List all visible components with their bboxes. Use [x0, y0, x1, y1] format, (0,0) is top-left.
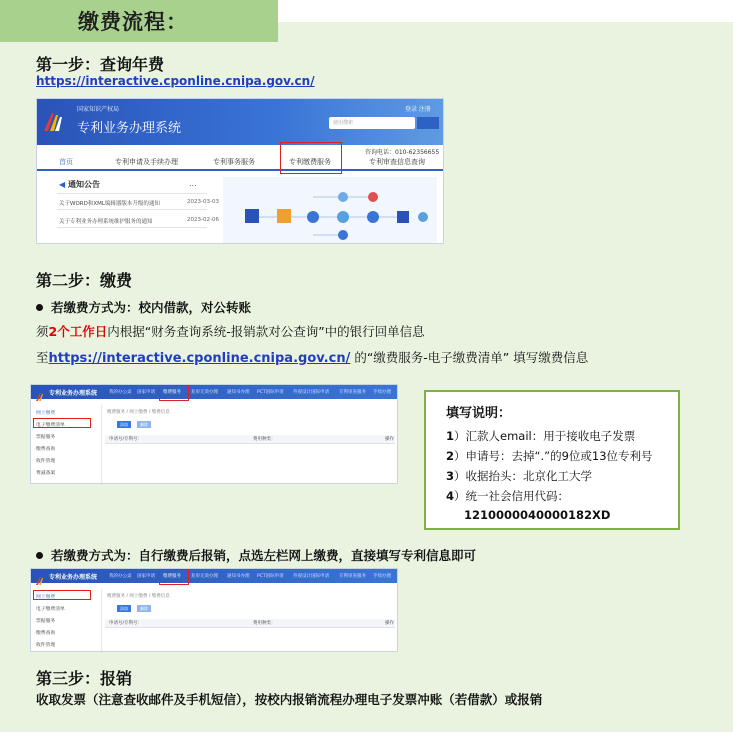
section-title: 缴费流程： — [78, 10, 188, 34]
note-item: 1）汇款人email：用于接收电子发票 — [446, 429, 636, 443]
note-item: 4）统一社会信用代码： — [446, 489, 570, 503]
col-ops: 操作 — [385, 437, 394, 442]
notice-item[interactable]: 关于WORD和XML编辑器版本升级的通知 — [59, 201, 160, 207]
col-app-no: 申请号/专利号： — [109, 621, 143, 626]
nav-item[interactable]: 手续办理 — [373, 574, 391, 579]
sidebar-item-query[interactable]: 缴费查询 — [36, 631, 56, 636]
cnipa-logo-icon — [35, 387, 45, 397]
divider — [57, 193, 207, 194]
nav-item[interactable]: 我的办公桌 — [109, 574, 132, 579]
credit-code: 1210000040000182XD — [464, 508, 611, 522]
nav-item[interactable]: 通知书办理 — [227, 574, 250, 579]
nav-item[interactable]: 复审无效办理 — [191, 574, 218, 579]
notice-title: ◀ 通知公告 — [59, 180, 100, 189]
system-name: 专利业务办理系统 — [77, 121, 182, 136]
nav-item[interactable]: PCT国际申请 — [257, 574, 284, 579]
col-ops: 操作 — [385, 621, 394, 626]
fee-service-highlight — [159, 385, 189, 401]
fee-service-highlight — [280, 142, 342, 174]
delete-button[interactable]: 删除 — [137, 605, 151, 612]
breadcrumb: 缴费服务 / 网上缴费 / 缴费信息 — [107, 594, 170, 599]
nav-fee-service[interactable]: 专利缴费服务 — [289, 158, 331, 166]
note-item: 2）申请号：去掉“.”的9位或13位专利号 — [446, 449, 653, 463]
flow-diagram-thumbnail — [223, 177, 437, 243]
nav-application[interactable]: 专利申请及手续办理 — [115, 158, 178, 166]
notice-item[interactable]: 关于专利业务办理系统维护服务的通知 — [59, 219, 153, 225]
sidebar-item-online-pay[interactable]: 网上缴费 — [36, 595, 56, 600]
instruction-line2: 至https://interactive.cponline.cnipa.gov.cn/ 的“缴费服务-电子缴费清单” 填写缴费信息 — [36, 350, 589, 366]
breadcrumb: 缴费服务 / 网上缴费 / 缴费信息 — [107, 410, 170, 415]
table-header — [105, 435, 395, 444]
nav-item[interactable]: 国家申请 — [137, 574, 155, 579]
divider — [57, 227, 207, 228]
step1-link[interactable]: https://interactive.cponline.cnipa.gov.cn/ — [36, 74, 315, 88]
section-header — [0, 0, 278, 42]
flowchart-graphic — [223, 177, 437, 243]
nav-item[interactable]: 我的办公桌 — [109, 390, 132, 395]
fill-instructions-box — [424, 390, 680, 530]
sidebar-item-mail[interactable]: 收件管理 — [36, 459, 56, 464]
sidebar-item-query[interactable]: 缴费查询 — [36, 447, 56, 452]
system-name: 专利业务办理系统 — [49, 390, 98, 397]
note-item: 3）收据抬头：北京化工大学 — [446, 469, 593, 483]
nav-item[interactable]: 复审无效办理 — [191, 390, 218, 395]
cnipa-logo-icon — [35, 571, 45, 581]
notice-date: 2023-03-03 — [187, 199, 219, 205]
megaphone-icon: ◀ — [59, 180, 66, 189]
nav-affairs[interactable]: 专利事务服务 — [213, 158, 255, 166]
note-title: 填写说明： — [446, 406, 512, 421]
fee-service-highlight — [159, 569, 189, 585]
nav-item[interactable]: 外观设计国际申请 — [293, 574, 329, 579]
sidebar-item-e-list[interactable]: 电子缴费清单 — [36, 423, 65, 428]
table-header — [105, 619, 395, 628]
bullet-icon — [36, 552, 43, 559]
case2-heading: 若缴费方式为：自行缴费后报销，点选左栏网上缴费，直接填写专利信息即可 — [36, 546, 476, 564]
org-name: 国家知识产权局 — [77, 106, 120, 113]
nav-item[interactable]: 国家申请 — [137, 390, 155, 395]
divider — [57, 209, 207, 210]
step3-desc: 收取发票（注意查收邮件及手机短信），按校内报销流程办理电子发票冲账（若借款）或报销 — [36, 692, 543, 707]
nav-exam-query[interactable]: 专利审查信息查询 — [369, 158, 425, 166]
more-link[interactable]: ... — [189, 179, 197, 188]
main-nav — [37, 155, 443, 171]
notice-date: 2023-02-06 — [187, 217, 219, 223]
nav-item[interactable]: 手续办理 — [373, 390, 391, 395]
instruction-line1: 须2个工作日内根据“财务查询系统-报销款对公查询”中的银行回单信息 — [36, 324, 425, 339]
col-fee-type: 费用种类： — [253, 437, 276, 442]
sidebar-item-reduction[interactable]: 费减备案 — [36, 471, 56, 476]
search-button[interactable] — [417, 117, 439, 129]
nav-item[interactable]: PCT国际申请 — [257, 390, 284, 395]
nav-home[interactable]: 首页 — [59, 158, 73, 166]
online-pay-highlight — [33, 590, 91, 600]
case1-heading: 若缴费方式为：校内借款，对公转账 — [36, 298, 251, 316]
login-link[interactable]: 登录 注册 — [405, 106, 431, 113]
delete-button[interactable]: 删除 — [137, 421, 151, 428]
nav-item[interactable]: 通知书办理 — [227, 390, 250, 395]
e-list-highlight — [33, 418, 91, 428]
search-input[interactable]: 使用搜索 — [329, 117, 415, 129]
sidebar — [31, 405, 102, 483]
col-app-no: 申请号/专利号： — [109, 437, 143, 442]
system-topbar — [31, 385, 397, 399]
system-name: 专利业务办理系统 — [49, 574, 98, 581]
sidebar-item-mail[interactable]: 收件管理 — [36, 643, 56, 648]
cnipa-logo-icon — [42, 109, 64, 135]
nav-item[interactable]: 外观设计国际申请 — [293, 390, 329, 395]
nav-fee-service[interactable]: 缴费服务 — [163, 390, 181, 395]
system-screenshot-3 — [30, 568, 398, 652]
system-screenshot-2 — [30, 384, 398, 484]
sidebar-item-receipt[interactable]: 票据服务 — [36, 435, 56, 440]
nav-item[interactable]: 专利审查服务 — [339, 390, 366, 395]
sidebar-item-e-list[interactable]: 电子缴费清单 — [36, 607, 65, 612]
system-screenshot-1 — [36, 98, 444, 244]
add-button[interactable]: 添加 — [117, 421, 131, 428]
sidebar-item-receipt[interactable]: 票据服务 — [36, 619, 56, 624]
step2-link[interactable]: https://interactive.cponline.cnipa.gov.cn/ — [48, 351, 351, 366]
system-topbar — [31, 569, 397, 583]
step3-title: 第三步：报销 — [36, 669, 133, 688]
nav-item[interactable]: 专利审查服务 — [339, 574, 366, 579]
step2-title: 第二步：缴费 — [36, 271, 133, 290]
nav-fee-service[interactable]: 缴费服务 — [163, 574, 181, 579]
sidebar-item-online-pay[interactable]: 网上缴费 — [36, 411, 56, 416]
col-fee-type: 费用种类： — [253, 621, 276, 626]
system-banner — [37, 99, 443, 145]
add-button[interactable]: 添加 — [117, 605, 131, 612]
bullet-icon — [36, 304, 43, 311]
phone-info: 咨询电话：010-62356655 — [365, 149, 440, 156]
step1-title: 第一步：查询年费 — [36, 55, 165, 74]
